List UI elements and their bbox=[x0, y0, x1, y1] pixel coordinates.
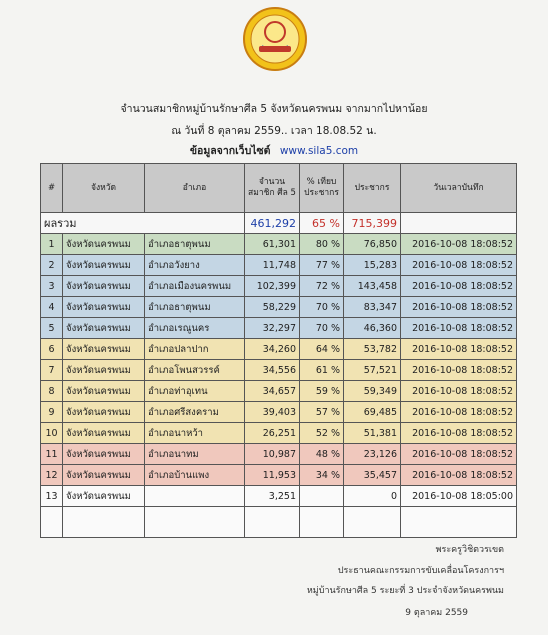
members-table bbox=[40, 163, 517, 538]
table-row bbox=[41, 486, 517, 507]
cell-province: จังหวัดนครพนม bbox=[63, 486, 145, 507]
cell-district: อำเภอนาหว้า bbox=[145, 423, 245, 444]
cell-percent: 77 % bbox=[300, 255, 344, 276]
cell-members: 61,301 bbox=[245, 234, 300, 255]
cell-members: 102,399 bbox=[245, 276, 300, 297]
col-members: จำนวนสมาชิก ศีล 5 bbox=[245, 164, 300, 213]
cell-recorded: 2016-10-08 18:08:52 bbox=[401, 318, 517, 339]
cell-no: 8 bbox=[41, 381, 63, 402]
cell-district: อำเภอปลาปาก bbox=[145, 339, 245, 360]
cell-province: จังหวัดนครพนม bbox=[63, 276, 145, 297]
cell-percent: 34 % bbox=[300, 465, 344, 486]
cell-recorded: 2016-10-08 18:08:52 bbox=[401, 381, 517, 402]
source-url: www.sila5.com bbox=[279, 145, 359, 157]
cell-recorded: 2016-10-08 18:05:00 bbox=[401, 486, 517, 507]
table-row bbox=[41, 318, 517, 339]
cell-no: 3 bbox=[41, 276, 63, 297]
cell-population: 76,850 bbox=[344, 234, 401, 255]
cell-no: 11 bbox=[41, 444, 63, 465]
col-population: ประชากร bbox=[344, 164, 401, 213]
cell-members: 32,297 bbox=[245, 318, 300, 339]
cell-members: 58,229 bbox=[245, 297, 300, 318]
cell-recorded: 2016-10-08 18:08:52 bbox=[401, 276, 517, 297]
table-row bbox=[41, 381, 517, 402]
cell-district: อำเภอธาตุพนม bbox=[145, 234, 245, 255]
cell-population: 15,283 bbox=[344, 255, 401, 276]
cell-percent: 72 % bbox=[300, 276, 344, 297]
cell-members: 3,251 bbox=[245, 486, 300, 507]
cell-no: 5 bbox=[41, 318, 63, 339]
table-row bbox=[41, 423, 517, 444]
cell-members: 39,403 bbox=[245, 402, 300, 423]
table-row bbox=[41, 234, 517, 255]
col-district: อำเภอ bbox=[145, 164, 245, 213]
cell-recorded: 2016-10-08 18:08:52 bbox=[401, 297, 517, 318]
report-datetime: ณ วันที่ 8 ตุลาคม 2559.. เวลา 18.08.52 น. bbox=[171, 125, 377, 137]
cell-population: 53,782 bbox=[344, 339, 401, 360]
total-percent: 65 % bbox=[300, 213, 344, 234]
cell-recorded: 2016-10-08 18:08:52 bbox=[401, 465, 517, 486]
total-row bbox=[41, 213, 517, 234]
cell-population: 83,347 bbox=[344, 297, 401, 318]
cell-province: จังหวัดนครพนม bbox=[63, 234, 145, 255]
cell-district: อำเภอเรณูนคร bbox=[145, 318, 245, 339]
cell-recorded: 2016-10-08 18:08:52 bbox=[401, 234, 517, 255]
cell-percent: 48 % bbox=[300, 444, 344, 465]
table-row bbox=[41, 297, 517, 318]
empty-row bbox=[41, 507, 517, 538]
cell-members: 11,748 bbox=[245, 255, 300, 276]
cell-province: จังหวัดนครพนม bbox=[63, 339, 145, 360]
table-row bbox=[41, 339, 517, 360]
cell-population: 0 bbox=[344, 486, 401, 507]
signature-project: หมู่บ้านรักษาศีล 5 ระยะที่ 3 ประจำจังหวัดนครพนม bbox=[306, 586, 504, 596]
report-source bbox=[0, 142, 548, 159]
table-row bbox=[41, 255, 517, 276]
cell-recorded: 2016-10-08 18:08:52 bbox=[401, 423, 517, 444]
emblem-logo bbox=[242, 6, 308, 72]
cell-no: 9 bbox=[41, 402, 63, 423]
table-row bbox=[41, 444, 517, 465]
total-population: 715,399 bbox=[344, 213, 401, 234]
cell-no: 6 bbox=[41, 339, 63, 360]
cell-district: อำเภอท่าอุเทน bbox=[145, 381, 245, 402]
cell-percent: 80 % bbox=[300, 234, 344, 255]
cell-no: 4 bbox=[41, 297, 63, 318]
report-title: จำนวนสมาชิกหมู่บ้านรักษาศีล 5 จังหวัดนครพนม จากมากไปหาน้อย bbox=[120, 103, 428, 115]
cell-province: จังหวัดนครพนม bbox=[63, 360, 145, 381]
cell-no: 13 bbox=[41, 486, 63, 507]
cell-district: อำเภอศรีสงคราม bbox=[145, 402, 245, 423]
total-members: 461,292 bbox=[245, 213, 300, 234]
cell-province: จังหวัดนครพนม bbox=[63, 297, 145, 318]
cell-recorded: 2016-10-08 18:08:52 bbox=[401, 402, 517, 423]
col-recorded: วันเวลาบันทึก bbox=[401, 164, 517, 213]
cell-percent: 70 % bbox=[300, 318, 344, 339]
signature-name: พระครูวิชิตวรเขต bbox=[435, 545, 504, 555]
cell-population: 51,381 bbox=[344, 423, 401, 444]
cell-members: 34,260 bbox=[245, 339, 300, 360]
cell-population: 143,458 bbox=[344, 276, 401, 297]
cell-percent: 59 % bbox=[300, 381, 344, 402]
cell-population: 59,349 bbox=[344, 381, 401, 402]
cell-no: 7 bbox=[41, 360, 63, 381]
signature-date: 9 ตุลาคม 2559 bbox=[405, 608, 468, 618]
cell-percent: 52 % bbox=[300, 423, 344, 444]
cell-population: 69,485 bbox=[344, 402, 401, 423]
cell-population: 23,126 bbox=[344, 444, 401, 465]
cell-population: 57,521 bbox=[344, 360, 401, 381]
cell-province: จังหวัดนครพนม bbox=[63, 465, 145, 486]
cell-province: จังหวัดนครพนม bbox=[63, 318, 145, 339]
cell-recorded: 2016-10-08 18:08:52 bbox=[401, 360, 517, 381]
table-row bbox=[41, 360, 517, 381]
cell-members: 11,953 bbox=[245, 465, 300, 486]
table-row bbox=[41, 402, 517, 423]
cell-district bbox=[145, 486, 245, 507]
cell-percent: 64 % bbox=[300, 339, 344, 360]
cell-recorded: 2016-10-08 18:08:52 bbox=[401, 339, 517, 360]
cell-percent: 61 % bbox=[300, 360, 344, 381]
cell-population: 46,360 bbox=[344, 318, 401, 339]
cell-population: 35,457 bbox=[344, 465, 401, 486]
col-percent: % เทียบประชากร bbox=[300, 164, 344, 213]
cell-province: จังหวัดนครพนม bbox=[63, 381, 145, 402]
cell-province: จังหวัดนครพนม bbox=[63, 423, 145, 444]
cell-district: อำเภอโพนสวรรค์ bbox=[145, 360, 245, 381]
cell-district: อำเภอเมืองนครพนม bbox=[145, 276, 245, 297]
cell-no: 12 bbox=[41, 465, 63, 486]
col-province: จังหวัด bbox=[63, 164, 145, 213]
cell-province: จังหวัดนครพนม bbox=[63, 255, 145, 276]
cell-district: อำเภอนาทม bbox=[145, 444, 245, 465]
cell-province: จังหวัดนครพนม bbox=[63, 444, 145, 465]
total-label: ผลรวม bbox=[41, 213, 245, 234]
cell-recorded: 2016-10-08 18:08:52 bbox=[401, 444, 517, 465]
table-header-row bbox=[41, 164, 517, 213]
cell-province: จังหวัดนครพนม bbox=[63, 402, 145, 423]
cell-percent: 70 % bbox=[300, 297, 344, 318]
cell-no: 10 bbox=[41, 423, 63, 444]
col-number: # bbox=[41, 164, 63, 213]
cell-no: 1 bbox=[41, 234, 63, 255]
cell-members: 26,251 bbox=[245, 423, 300, 444]
table-row bbox=[41, 465, 517, 486]
cell-no: 2 bbox=[41, 255, 63, 276]
cell-percent bbox=[300, 486, 344, 507]
source-label: ข้อมูลจากเว็บไซต์ bbox=[189, 145, 271, 157]
signature-title: ประธานคณะกรรมการขับเคลื่อนโครงการฯ bbox=[337, 566, 504, 576]
cell-district: อำเภอวังยาง bbox=[145, 255, 245, 276]
cell-percent: 57 % bbox=[300, 402, 344, 423]
cell-district: อำเภอบ้านแพง bbox=[145, 465, 245, 486]
cell-members: 34,556 bbox=[245, 360, 300, 381]
cell-members: 10,987 bbox=[245, 444, 300, 465]
cell-district: อำเภอธาตุพนม bbox=[145, 297, 245, 318]
cell-recorded: 2016-10-08 18:08:52 bbox=[401, 255, 517, 276]
cell-members: 34,657 bbox=[245, 381, 300, 402]
table-row bbox=[41, 276, 517, 297]
